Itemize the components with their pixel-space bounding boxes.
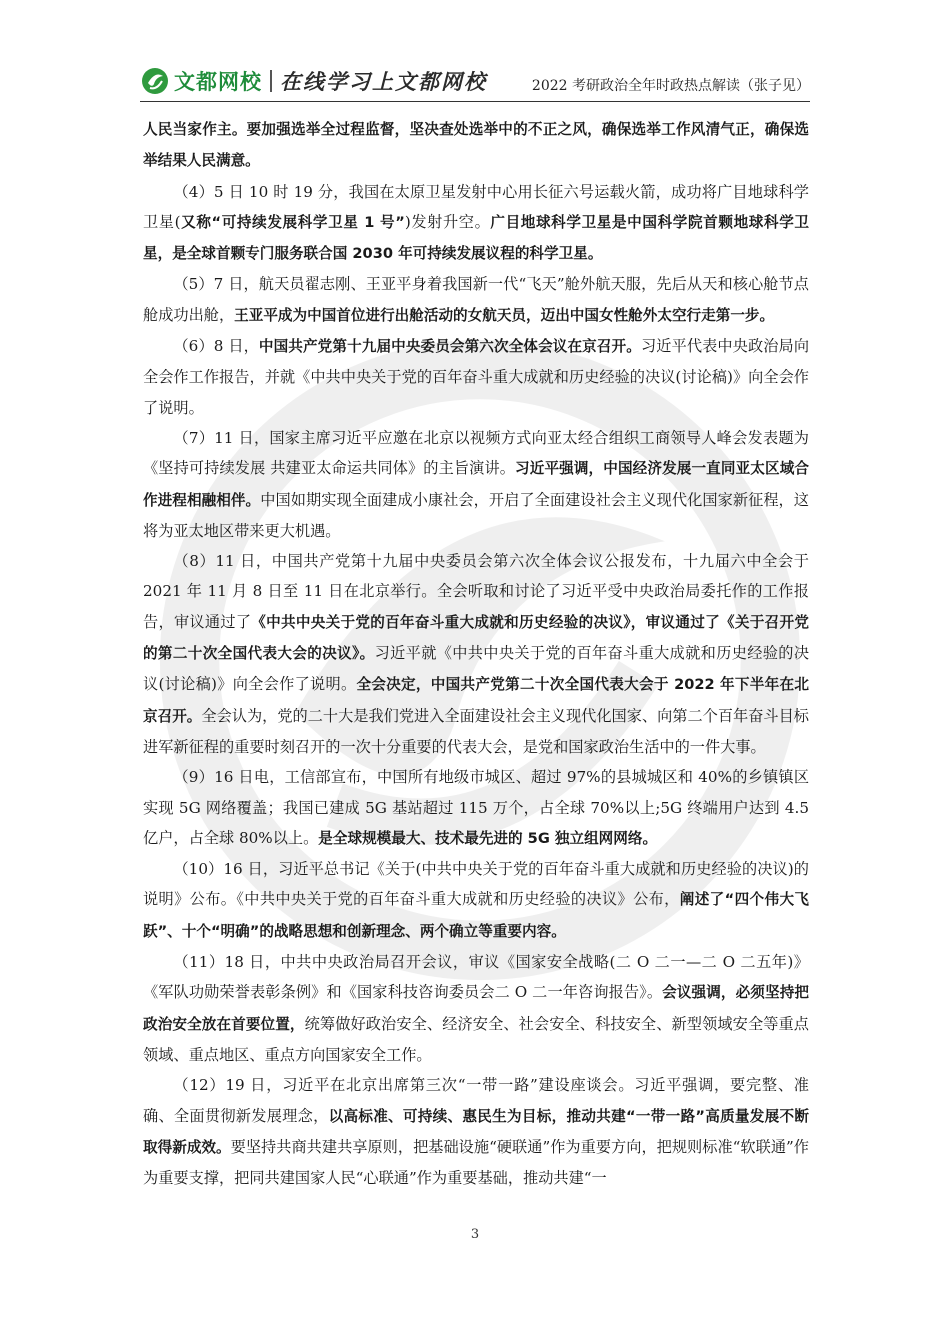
text-run: （4）5 日 10 时 19 分，我国在太原卫星发射中心用长征六号运载火箭，成功将广目地球科学卫星( — [143, 182, 809, 231]
paragraph — [143, 269, 809, 331]
bold-text: 又称“可持续发展科学卫星 1 号” — [180, 213, 405, 231]
paragraph — [143, 177, 809, 270]
bold-text: 人民当家作主。要加强选举全过程监督，坚决查处选举中的不正之风，确保选举工作风清气正，确保选举结果人民满意。 — [143, 121, 809, 170]
paragraph — [143, 114, 809, 177]
logo-icon — [140, 66, 170, 96]
document-title: 2022 考研政治全年时政热点解读（张子见） — [531, 78, 810, 94]
paragraph — [143, 423, 809, 546]
bold-text: 王亚平成为中国首位进行出舱活动的女航天员，迈出中国女性舱外太空行走第一步。 — [234, 306, 775, 324]
bold-text: 以高标准、可持续、惠民生为目标，推动共建“一带一路”高质量发展不断取得新成效。 — [143, 1107, 810, 1156]
paragraph — [143, 762, 809, 854]
brand-name: 文都网校 — [174, 70, 262, 94]
brand-divider — [270, 70, 272, 92]
text-run: )发射升空。 — [404, 212, 491, 231]
bold-text: 会议强调，必须坚持把政治安全放在首要位置， — [143, 984, 809, 1033]
text-run: 习近平代表中央政治局向全会作工作报告，并就《中共中央关于党的百年奋斗重大成就和历史经验的决议(讨论稿)》向全会作了说明。 — [143, 337, 810, 417]
text-run: （11）18 日，中共中央政治局召开会议，审议《国家安全战略(二 O 二一—二 O 二五年)》《军队功勋荣誉表彰条例》和《国家科技咨询委员会二 O 二一年咨询报告》。 — [143, 953, 809, 1002]
text-run: （8）11 日，中国共产党第十九届中央委员会第六次全体会议公报发布，十九届六中全会于 2021 年 11 月 8 日至 11 日在北京举行。全会听取和讨论了习近平受中央政治局委托作的工作报告，审议通过了 — [143, 552, 809, 631]
text-run: （5）7 日，航天员翟志刚、王亚平身着我国新一代“飞天”舱外航天服，先后从天和核心舱节点舱成功出舱， — [143, 275, 809, 324]
page-number: 3 — [470, 1227, 480, 1242]
paragraph — [143, 854, 809, 947]
bold-text: 广目地球科学卫星是中国科学院首颗地球科学卫星，是全球首颗专门服务联合国 2030 年可持续发展议程的科学卫星。 — [143, 213, 809, 263]
page-header — [140, 55, 810, 102]
text-run: （9）16 日电，工信部宣布，中国所有地级市城区、超过 97%的县城城区和 40%的乡镇镇区实现 5G 网络覆盖；我国已建成 5G 基站超过 115 万个，占全球 70%以上;5G 终端用户达到 4.5 亿户，占全球 80%以上。 — [143, 768, 809, 847]
text-run: （10）16 日，习近平总书记《关于(中共中央关于党的百年奋斗重大成就和历史经验的决议)的说明》公布。《中共中央关于党的百年奋斗重大成就和历史经验的决议》公布， — [143, 860, 809, 909]
document-body — [143, 114, 809, 1193]
bold-text: 《中共中央关于党的百年奋斗重大成就和历史经验的决议》，审议通过了《关于召开党的第二十次全国代表大会的决议》。 — [143, 613, 809, 663]
brand-slogan: 在线学习上文都网校 — [280, 69, 487, 94]
bold-text: 习近平强调，中国经济发展一直同亚太区域合作进程相融相伴。 — [143, 460, 809, 509]
bold-text: 阐述了“四个伟大飞跃”、十个“明确”的战略思想和创新理念、两个确立等重要内容。 — [143, 891, 809, 940]
text-run: 统筹做好政治安全、经济安全、社会安全、科技安全、新型领域安全等重点领域、重点地区、重点方向国家安全工作。 — [143, 1014, 809, 1064]
paragraph — [143, 1070, 809, 1193]
text-run: （6）8 日， — [173, 337, 259, 356]
paragraph — [143, 331, 809, 423]
logo — [140, 63, 487, 99]
bold-text: 全会决定，中国共产党第二十次全国代表大会于 2022 年下半年在北京召开。 — [143, 676, 809, 725]
bold-text: 是全球规模最大、技术最先进的 5G 独立组网网络。 — [318, 829, 658, 847]
text-run: （12）19 日，习近平在北京出席第三次“一带一路”建设座谈会。习近平强调，要完整、准确、全面贯彻新发展理念， — [143, 1076, 809, 1125]
paragraph — [143, 546, 809, 762]
text-run: 全会认为，党的二十大是我们党进入全面建设社会主义现代化国家、向第二个百年奋斗目标进军新征程的重要时刻召开的一次十分重要的代表大会，是党和国家政治生活中的一件大事。 — [143, 706, 809, 756]
paragraph — [143, 947, 809, 1070]
text-run: 习近平就《中共中央关于党的百年奋斗重大成就和历史经验的决议(讨论稿)》向全会作了说明。 — [143, 644, 810, 694]
text-run: 要坚持共商共建共享原则，把基础设施“硬联通”作为重要方向，把规则标准“软联通”作为重要支撑，把同共建国家人民“心联通”作为重要基础，推动共建“一 — [143, 1137, 809, 1188]
text-run: （7）11 日，国家主席习近平应邀在北京以视频方式向亚太经合组织工商领导人峰会发表题为《坚持可持续发展 共建亚太命运共同体》的主旨演讲。 — [143, 428, 809, 478]
text-run: 中国如期实现全面建成小康社会，开启了全面建设社会主义现代化国家新征程，这将为亚太地区带来更大机遇。 — [143, 490, 809, 540]
bold-text: 中国共产党第十九届中央委员会第六次全体会议在京召开。 — [258, 338, 641, 356]
